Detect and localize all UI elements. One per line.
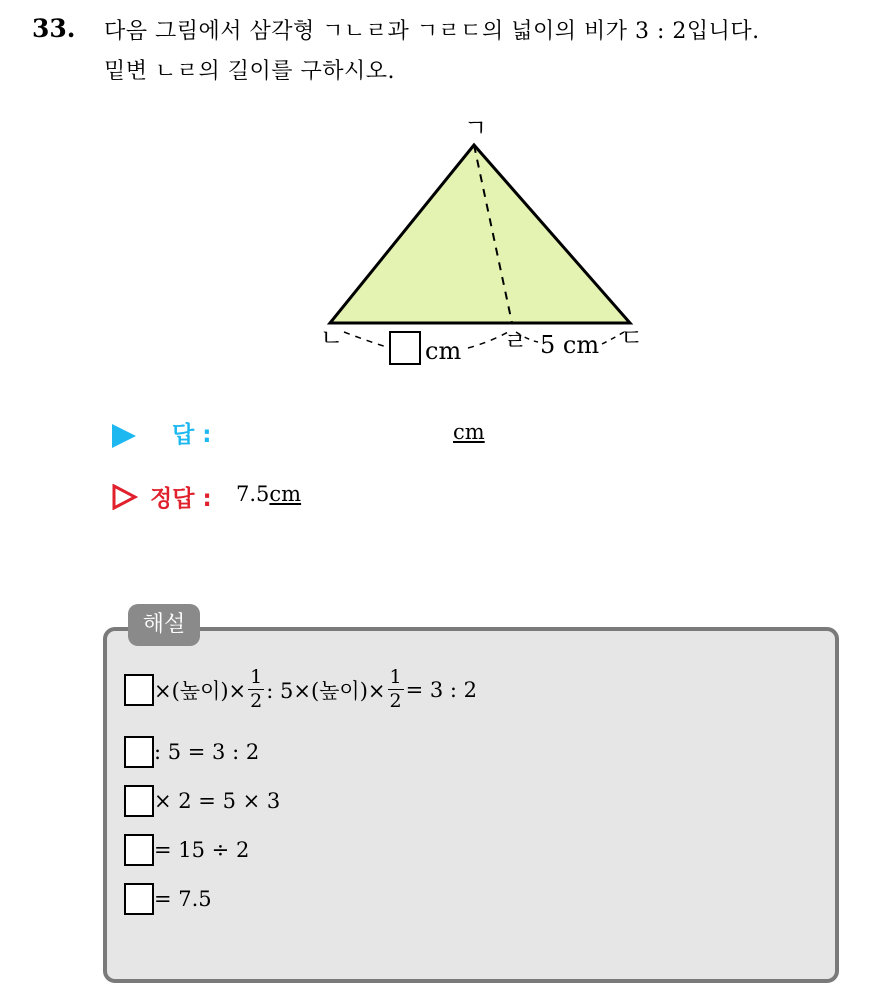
left-length-brace (344, 332, 390, 348)
fraction-half: $\frac{1}{2}$ (389, 666, 402, 712)
solution-line-4: = 15 ÷ 2 (124, 834, 249, 866)
blank-box (124, 883, 154, 915)
left-unit-label: cm (425, 337, 462, 365)
blank-box (124, 736, 154, 768)
answer-label: 답 : (172, 422, 212, 448)
vertex-label-right: ㄷ (620, 324, 644, 352)
question-text-line1: 다음 그림에서 삼각형 ㄱㄴㄹ과 ㄱㄹㄷ의 넓이의 비가 3 : 2입니다. (104, 19, 760, 44)
vertex-label-top: ㄱ (464, 114, 488, 142)
solution-line-1: ×(높이)× $\frac{1}{2}$ : 5×(높이)× $\frac{1}{2}$ = 3 : 2 (124, 668, 477, 711)
answer-unit: cm (453, 420, 485, 444)
blank-box (124, 674, 154, 706)
blank-answer-box (390, 332, 420, 364)
solution-line-3: × 2 = 5 × 3 (124, 785, 280, 817)
solution-line-2: : 5 = 3 : 2 (124, 736, 259, 768)
question-number: 33. (32, 14, 76, 43)
answer-arrow-icon (112, 424, 136, 448)
correct-value-number: 7.5 (236, 482, 270, 506)
solution-tab: 해설 (128, 604, 200, 646)
triangle-shape (330, 145, 630, 323)
blank-box (124, 785, 154, 817)
blank-box (124, 834, 154, 866)
vertex-label-mid: ㄹ (504, 328, 528, 356)
triangle-figure (300, 110, 660, 380)
correct-arrow-icon (112, 484, 138, 510)
right-length-label: 5 cm (540, 331, 600, 359)
vertex-label-left: ㄴ (320, 324, 344, 352)
correct-answer-value (236, 482, 301, 506)
question-text-line2: 밑변 ㄴㄹ의 길이를 구하시오. (104, 59, 395, 84)
correct-answer-label: 정답 : (150, 486, 212, 512)
solution-line-5: = 7.5 (124, 883, 212, 915)
correct-value-unit: cm (269, 482, 302, 506)
fraction-half: $\frac{1}{2}$ (250, 666, 263, 712)
